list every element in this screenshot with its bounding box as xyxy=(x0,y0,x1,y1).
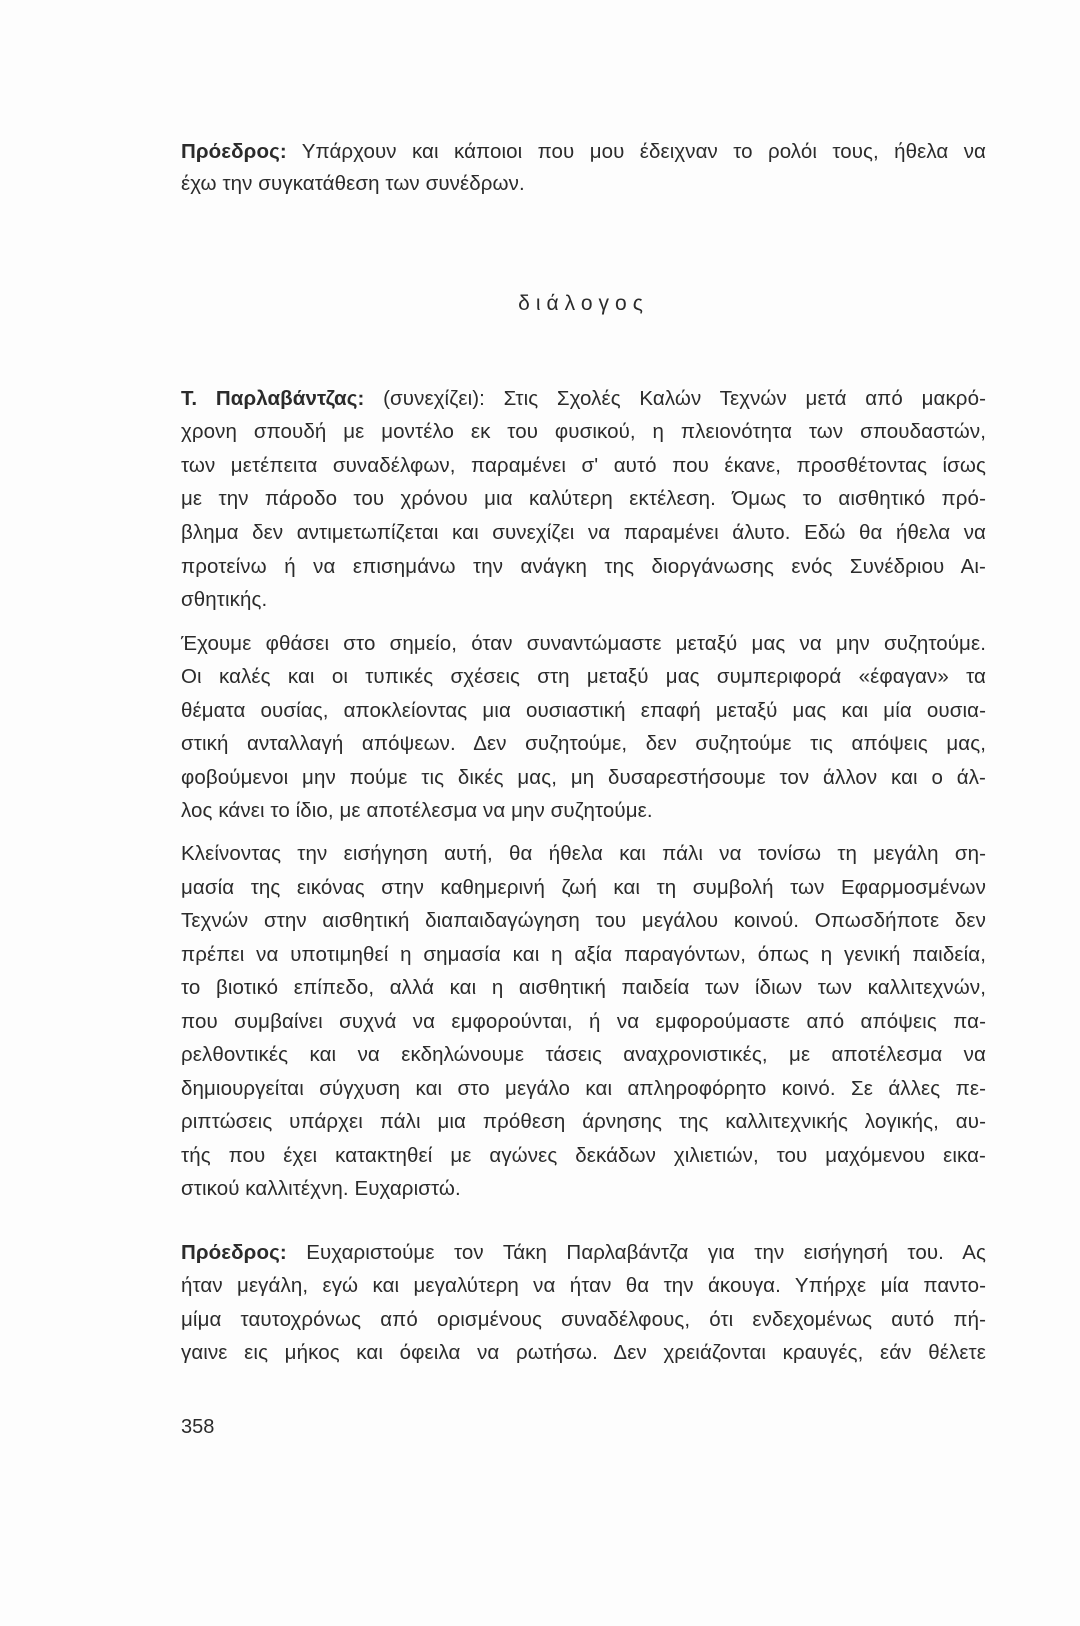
text-span: (συνεχίζει): Στις Σχολές Καλών Τεχνών μετά από μακρό- xyxy=(364,387,986,410)
text-line: Κλείνοντας την εισήγηση αυτή, θα ήθελα και πάλι να τονίσω τη μεγάλη ση- xyxy=(181,842,986,865)
text-line: φοβούμενοι μην πούμε τις δικές μας, μη δυσαρεστήσουμε τον άλλον και ο άλ- xyxy=(181,766,986,789)
text-line: μίμα ταυτοχρόνως από ορισμένους συναδέλφους, ότι ενδεχομένως αυτό πή- xyxy=(181,1308,986,1331)
text-line: προτείνω ή να επισημάνω την ανάγκη της διοργάνωσης ενός Συνέδριου Αι- xyxy=(181,555,986,578)
text-line: Έχουμε φθάσει στο σημείο, όταν συναντώμαστε μεταξύ μας να μην συζητούμε. xyxy=(181,632,986,655)
text-line: χρονη σπουδή με μοντέλο εκ του φυσικού, η πλειονότητα των σπουδαστών, xyxy=(181,420,986,443)
text-line: ρελθοντικές και να εκδηλώνουμε τάσεις αναχρονιστικές, με αποτέλεσμα να xyxy=(181,1043,986,1066)
text-line: το βιοτικό επίπεδο, αλλά και η αισθητική παιδεία των ίδιων των καλλιτεχνών, xyxy=(181,976,986,999)
text-line: των μετέπειτα συναδέλφων, παραμένει σ' αυτό που έκανε, προσθέτοντας ίσως xyxy=(181,454,986,477)
text-line xyxy=(181,383,986,415)
text-line: σθητικής. xyxy=(181,588,268,611)
text-line: με την πάροδο του χρόνου μια καλύτερη εκτέλεση. Όμως το αισθητικό πρό- xyxy=(181,487,986,510)
text-line: δημιουργείται σύγχυση και στο μεγάλο και απληροφόρητο κοινό. Σε άλλες πε- xyxy=(181,1077,986,1100)
text-line: έχω την συγκατάθεση των συνέδρων. xyxy=(181,172,525,195)
text-line: ριπτώσεις υπάρχει πάλι μια πρόθεση άρνησης της καλλιτεχνικής λογικής, αυ- xyxy=(181,1110,986,1133)
text-line: λος κάνει το ίδιο, με αποτέλεσμα να μην συζητούμε. xyxy=(181,799,653,822)
text-line: μασία της εικόνας στην καθημερινή ζωή και τη συμβολή των Εφαρμοσμένων xyxy=(181,876,986,899)
speaker-label: Τ. Παρλαβάντζας: xyxy=(181,387,365,410)
text-line: τής που έχει κατακτηθεί με αγώνες δεκάδων χιλιετιών, του μαχόμενου εικα- xyxy=(181,1144,986,1167)
text-line: ήταν μεγάλη, εγώ και μεγαλύτερη να ήταν θα την άκουγα. Υπήρχε μία παντο- xyxy=(181,1274,986,1297)
text-line: βλημα δεν αντιμετωπίζεται και συνεχίζει να παραμένει άλυτο. Εδώ θα ήθελα να xyxy=(181,521,986,544)
text-line: Οι καλές και οι τυπικές σχέσεις στη μεταξύ μας συμπεριφορά «έφαγαν» τα xyxy=(181,665,986,688)
text-line: γαινε εις μήκος και όφειλα να ρωτήσω. Δεν χρειάζονται κραυγές, εάν θέλετε xyxy=(181,1341,986,1364)
text-span: Ευχαριστούμε τον Τάκη Παρλαβάντζα για την εισήγησή του. Ας xyxy=(286,1241,986,1264)
section-title: διάλογος xyxy=(518,292,649,315)
text-span: Υπάρχουν και κάποιοι που μου έδειχναν το ρολόι τους, ήθελα να xyxy=(286,140,986,163)
text-line: που συμβαίνει συχνά να εμφορούνται, ή να εμφορούμαστε από απόψεις πα- xyxy=(181,1010,986,1033)
text-line xyxy=(181,136,986,168)
speaker-label: Πρόεδρος: xyxy=(181,1241,287,1264)
text-line: στική ανταλλαγή απόψεων. Δεν συζητούμε, δεν συζητούμε τις απόψεις μας, xyxy=(181,732,986,755)
text-line: πρέπει να υποτιμηθεί η σημασία και η αξία παραγόντων, όπως η γενική παιδεία, xyxy=(181,943,986,966)
text-line xyxy=(181,1237,986,1269)
text-line: Τεχνών στην αισθητική διαπαιδαγώγηση του μεγάλου κοινού. Οπωσδήποτε δεν xyxy=(181,909,986,932)
text-line: θέματα ουσίας, αποκλείοντας μια ουσιαστική επαφή μεταξύ μας και μία ουσια- xyxy=(181,699,986,722)
page-number: 358 xyxy=(181,1416,215,1438)
speaker-label: Πρόεδρος: xyxy=(181,140,287,163)
text-line: στικού καλλιτέχνη. Ευχαριστώ. xyxy=(181,1177,461,1200)
